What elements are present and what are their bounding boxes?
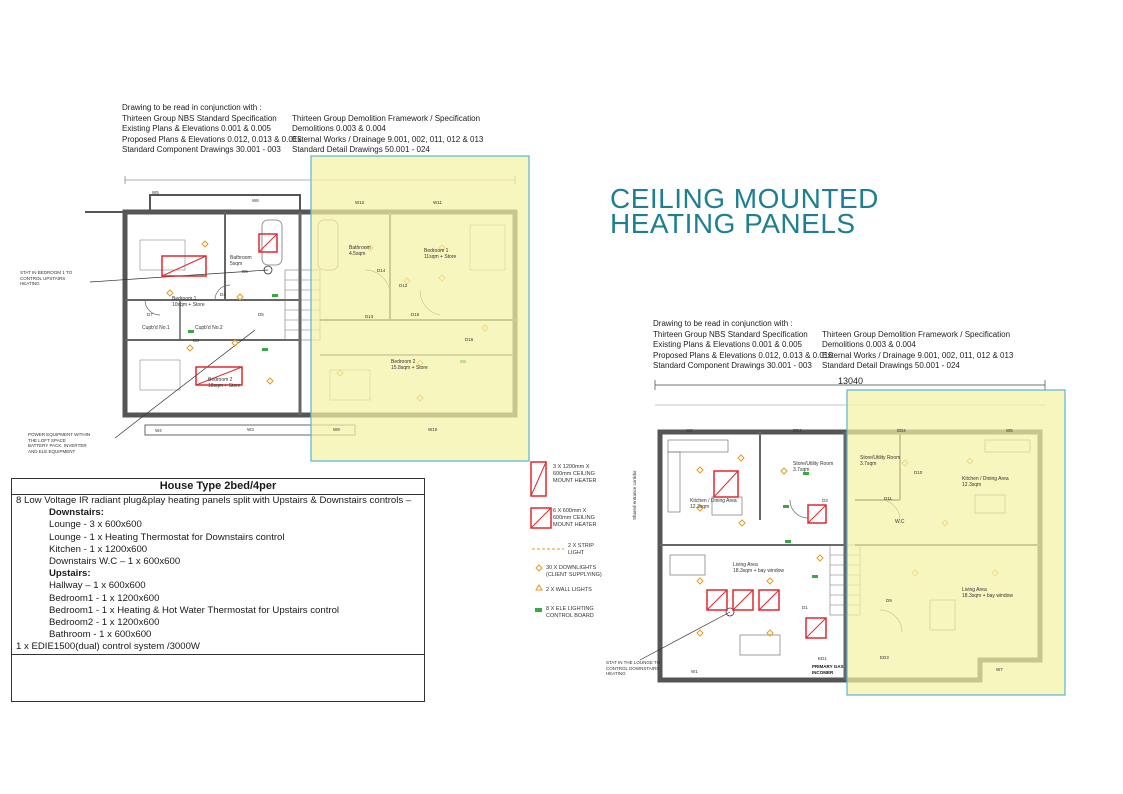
note-line: Standard Component Drawings 30.001 - 003 [122,145,281,154]
window-tag: W5 [1006,428,1013,433]
side-note: Shared entrance corridor [632,470,637,520]
upper-room-label: Bedroom 2 15.8sqm + Store [391,359,428,371]
lower-room-label: Living Area 18.3sqm + bay window [962,587,1014,599]
upper-room-label: Cupb'd No.1 [142,325,170,331]
spec-line: Lounge - 3 x 600x600 [49,519,142,531]
note-line: Drawing to be read in conjunction with : [653,319,793,328]
upper-room-label: Bathroom 5sqm [230,255,252,267]
spec-line: Bedroom1 - 1 x 1200x600 [49,592,160,604]
wall-light-icon [536,585,542,590]
legend-downlight-text: 30 X DOWNLIGHTS (CLIENT SUPPLYING) [546,565,602,578]
window-tag: W6 [252,198,259,203]
window-tag: ED4 [897,428,906,433]
heading-line-2: HEATING PANELS [610,208,856,239]
note-line: Thirteen Group NBS Standard Specification [653,329,808,339]
lower-control-boards [783,472,818,578]
legend-lighting-board-text: 8 X ELE LIGHTING CONTROL BOARD [546,606,594,619]
spec-line: Bedroom1 - 1 x Heating & Hot Water Thermostat for Upstairs control [49,604,340,616]
spec-line: Hallway – 1 x 600x600 [49,580,146,592]
lower-room-label: Kitchen / Dining Area 12.3sqm [690,498,737,510]
note-line: Thirteen Group NBS Standard Specification [122,113,277,123]
window-tag: W4 [155,428,162,433]
upper-room-label: Cupb'd No.2 [195,325,223,331]
legend-small-panel-text: 6 X 600mm X 600mm CEILING MOUNT HEATER [553,508,597,528]
lower-room-label: W.C [895,519,905,525]
downlight-icon [536,565,542,571]
lower-highlight-zone [847,390,1065,695]
legend-strip-light-text: 2 X STRIP LIGHT [568,543,594,556]
door-tag: D11 [884,496,892,501]
note-line: Thirteen Group Demolition Framework / Specification [292,113,481,123]
upper-room-label: Bedroom 1 11sqm + Store [424,248,457,260]
lower-room-label: Store/Utility Room 3.7sqm [860,455,901,467]
door-tag: D1 [802,605,808,610]
lower-room-label: Kitchen / Dining Area 12.3sqm [962,476,1009,488]
spec-table [11,478,425,702]
note-line: Proposed Plans & Elevations 0.012, 0.013 & 0.015 [122,134,302,144]
door-tag: D6 [242,269,248,274]
lower-room-label: Store/Utility Room 3.7sqm [793,461,834,473]
door-tag: D8 [193,338,199,343]
door-tag: D12 [399,283,408,288]
spec-line: Kitchen - 1 x 1200x600 [49,543,148,555]
window-tag: W9 [333,427,340,432]
spec-line: Downstairs: [49,507,104,519]
note-line: Thirteen Group Demolition Framework / Specification [822,329,1011,339]
door-tag: D4 [220,292,226,297]
window-tag: W12 [355,200,365,205]
note-line: Existing Plans & Elevations 0.001 & 0.005 [122,124,271,133]
door-tag: D10 [914,470,923,475]
spec-line: 1 x EDIE1500(dual) control system /3000W [16,641,200,653]
window-tag: W5 [152,190,159,195]
note-line: External Works / Drainage 9.001, 002, 011, 012 & 013 [292,134,484,144]
door-tag: D5 [258,312,264,317]
lower-room-label: Living Area 18.3sqm + bay window [733,562,785,574]
legend-wall-light-text: 2 X WALL LIGHTS [546,587,592,593]
spec-line: Lounge - 1 x Heating Thermostat for Downstairs control [49,531,285,543]
note-line: Drawing to be read in conjunction with : [122,103,262,112]
spec-line: Downstairs W.C – 1 x 600x600 [49,555,181,567]
window-tag: W7 [996,667,1003,672]
upper-highlight-zone [311,156,529,461]
lighting-board-icon [535,608,542,612]
window-tag: W10 [428,427,438,432]
window-tag: W1 [691,669,698,674]
window-tag: W11 [433,200,442,205]
lower-floor-plan [640,380,1065,695]
spec-line: Upstairs: [49,568,91,580]
window-tag: ED3 [880,655,889,660]
note-line: Proposed Plans & Elevations 0.012, 0.013 & 0.015 [653,350,833,360]
primary-gas-label: PRIMARY GAS INCOMER [812,664,844,675]
callout-power-equipment: POWER EQUIPMENT WITHIN THE LOFT SPACE BATTERY PACK, INVERTER AND ELE EQUIPMENT [28,432,91,454]
door-tag: D7 [147,312,153,317]
legend-large-panel-text: 3 X 1200mm X 600mm CEILING MOUNT HEATER [553,464,597,484]
note-line: Demolitions 0.003 & 0.004 [292,124,386,133]
spec-line: Bedroom2 - 1 x 1200x600 [49,616,160,628]
door-tag: D15 [411,312,420,317]
upper-room-label: Bathroom 4.5sqm [349,245,371,257]
door-tag: D3 [822,498,828,503]
upper-room-label: Bedroom 2 18sqm + Store [208,377,241,389]
callout-stat-lounge: STAT IN THE LOUNGE TO CONTROL DOWNSTAIRS HEATING [606,660,661,676]
window-tag: W2 [686,428,693,433]
upper-room-label: Bedroom 1 10sqm + Store [172,296,205,308]
note-line: Standard Detail Drawings 50.001 - 024 [292,145,430,154]
note-line: Standard Detail Drawings 50.001 - 024 [822,361,960,370]
note-line: Demolitions 0.003 & 0.004 [822,340,916,349]
door-tag: D9 [886,598,892,603]
note-line: External Works / Drainage 9.001, 002, 011, 012 & 013 [822,350,1014,360]
overall-dimension: 13040 [838,376,864,386]
note-line: Existing Plans & Elevations 0.001 & 0.005 [653,340,802,349]
spec-line: 8 Low Voltage IR radiant plug&play heating panels split with Upstairs & Downstairs controls – [16,495,412,506]
note-line: Standard Component Drawings 30.001 - 003 [653,361,812,370]
window-tag: ED2 [793,428,802,433]
window-tag: ED1 [818,656,827,661]
callout-stat-bedroom: STAT IN BEDROOM 1 TO CONTROL UPSTAIRS HEATING [20,270,73,286]
upper-floor-plan [85,156,529,461]
window-tag: W3 [247,427,254,432]
spec-line: Bathroom - 1 x 600x600 [49,629,152,641]
door-tag: D13 [365,314,374,319]
spec-table-empty-row [12,654,424,701]
heading-line-1: CEILING MOUNTED [610,183,879,214]
door-tag: D14 [377,268,386,273]
spec-table-title: House Type 2bed/4per [12,479,424,495]
door-tag: D16 [465,337,474,342]
